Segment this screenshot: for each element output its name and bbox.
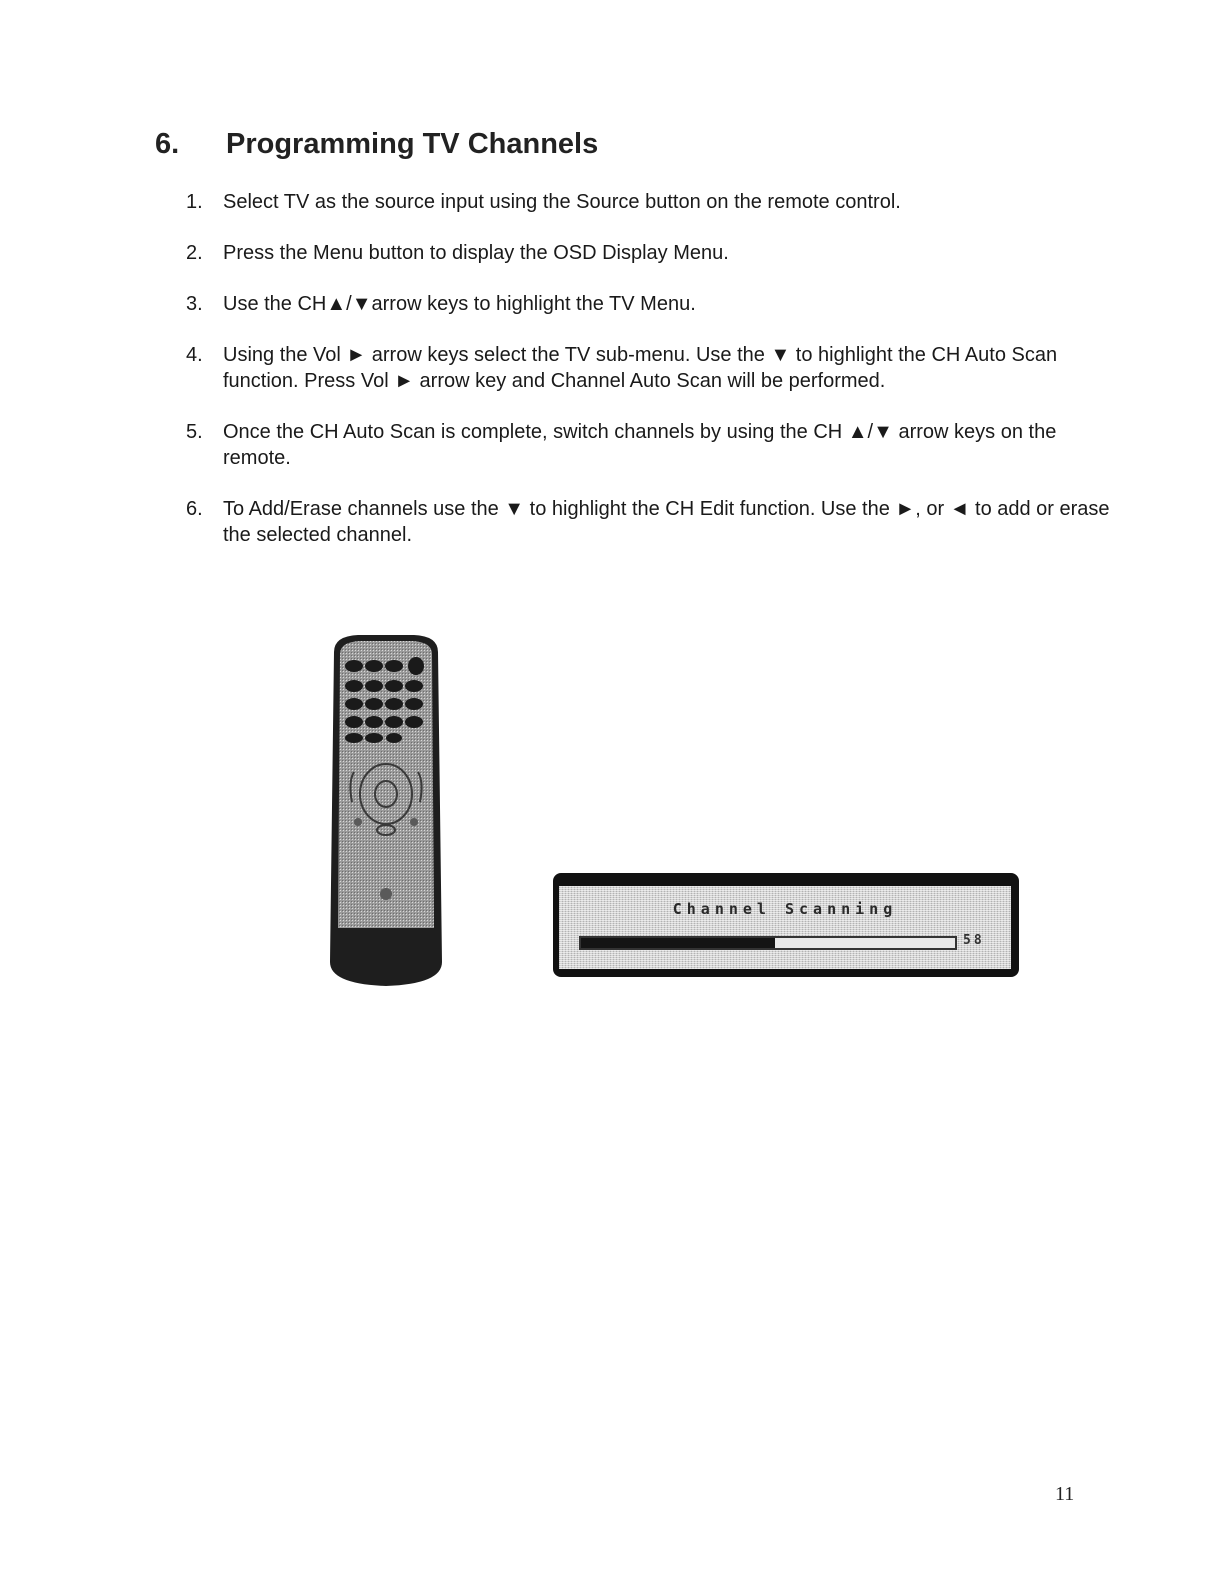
- step-text: Once the CH Auto Scan is complete, switch channels by using the CH ▲/▼ arrow keys on the remote.: [223, 421, 1057, 469]
- step-number: 5.: [186, 421, 203, 443]
- step-item: [186, 240, 1126, 266]
- channel-scanning-osd: [553, 873, 1019, 977]
- section-title: Programming TV Channels: [226, 128, 599, 160]
- remote-control-illustration: [328, 632, 444, 988]
- step-number: 2.: [186, 242, 203, 264]
- osd-title: Channel Scanning: [672, 900, 898, 918]
- step-text: Using the Vol ► arrow keys select the TV sub-menu. Use the ▼ to highlight the CH Auto Scan function. Press Vol ► arrow key and Channel Auto Scan will be performed.: [223, 344, 1058, 392]
- step-number: 4.: [186, 344, 203, 366]
- remote-control-icon: [328, 632, 444, 988]
- step-number: 3.: [186, 293, 203, 315]
- scan-progress-bar: [579, 936, 957, 950]
- step-text: Press the Menu button to display the OSD Display Menu.: [223, 242, 729, 264]
- scan-channel-value: 58: [963, 933, 985, 948]
- step-item: [186, 189, 1126, 215]
- step-item: [186, 291, 1126, 317]
- step-text: Select TV as the source input using the Source button on the remote control.: [223, 191, 901, 213]
- step-text: Use the CH▲/▼arrow keys to highlight the TV Menu.: [223, 293, 696, 315]
- osd-panel: [559, 886, 1011, 969]
- page-number: 11: [1055, 1483, 1075, 1505]
- step-item: [186, 496, 1126, 548]
- step-number: 1.: [186, 191, 203, 213]
- section-heading: [155, 128, 598, 161]
- step-text: To Add/Erase channels use the ▼ to highlight the CH Edit function. Use the ►, or ◄ to add or erase the selected channel.: [223, 498, 1110, 546]
- step-number: 6.: [186, 498, 203, 520]
- scan-progress-fill: [581, 938, 775, 948]
- step-item: [186, 419, 1126, 471]
- steps-list: [186, 189, 1126, 573]
- section-number: 6.: [155, 128, 180, 160]
- step-item: [186, 342, 1126, 394]
